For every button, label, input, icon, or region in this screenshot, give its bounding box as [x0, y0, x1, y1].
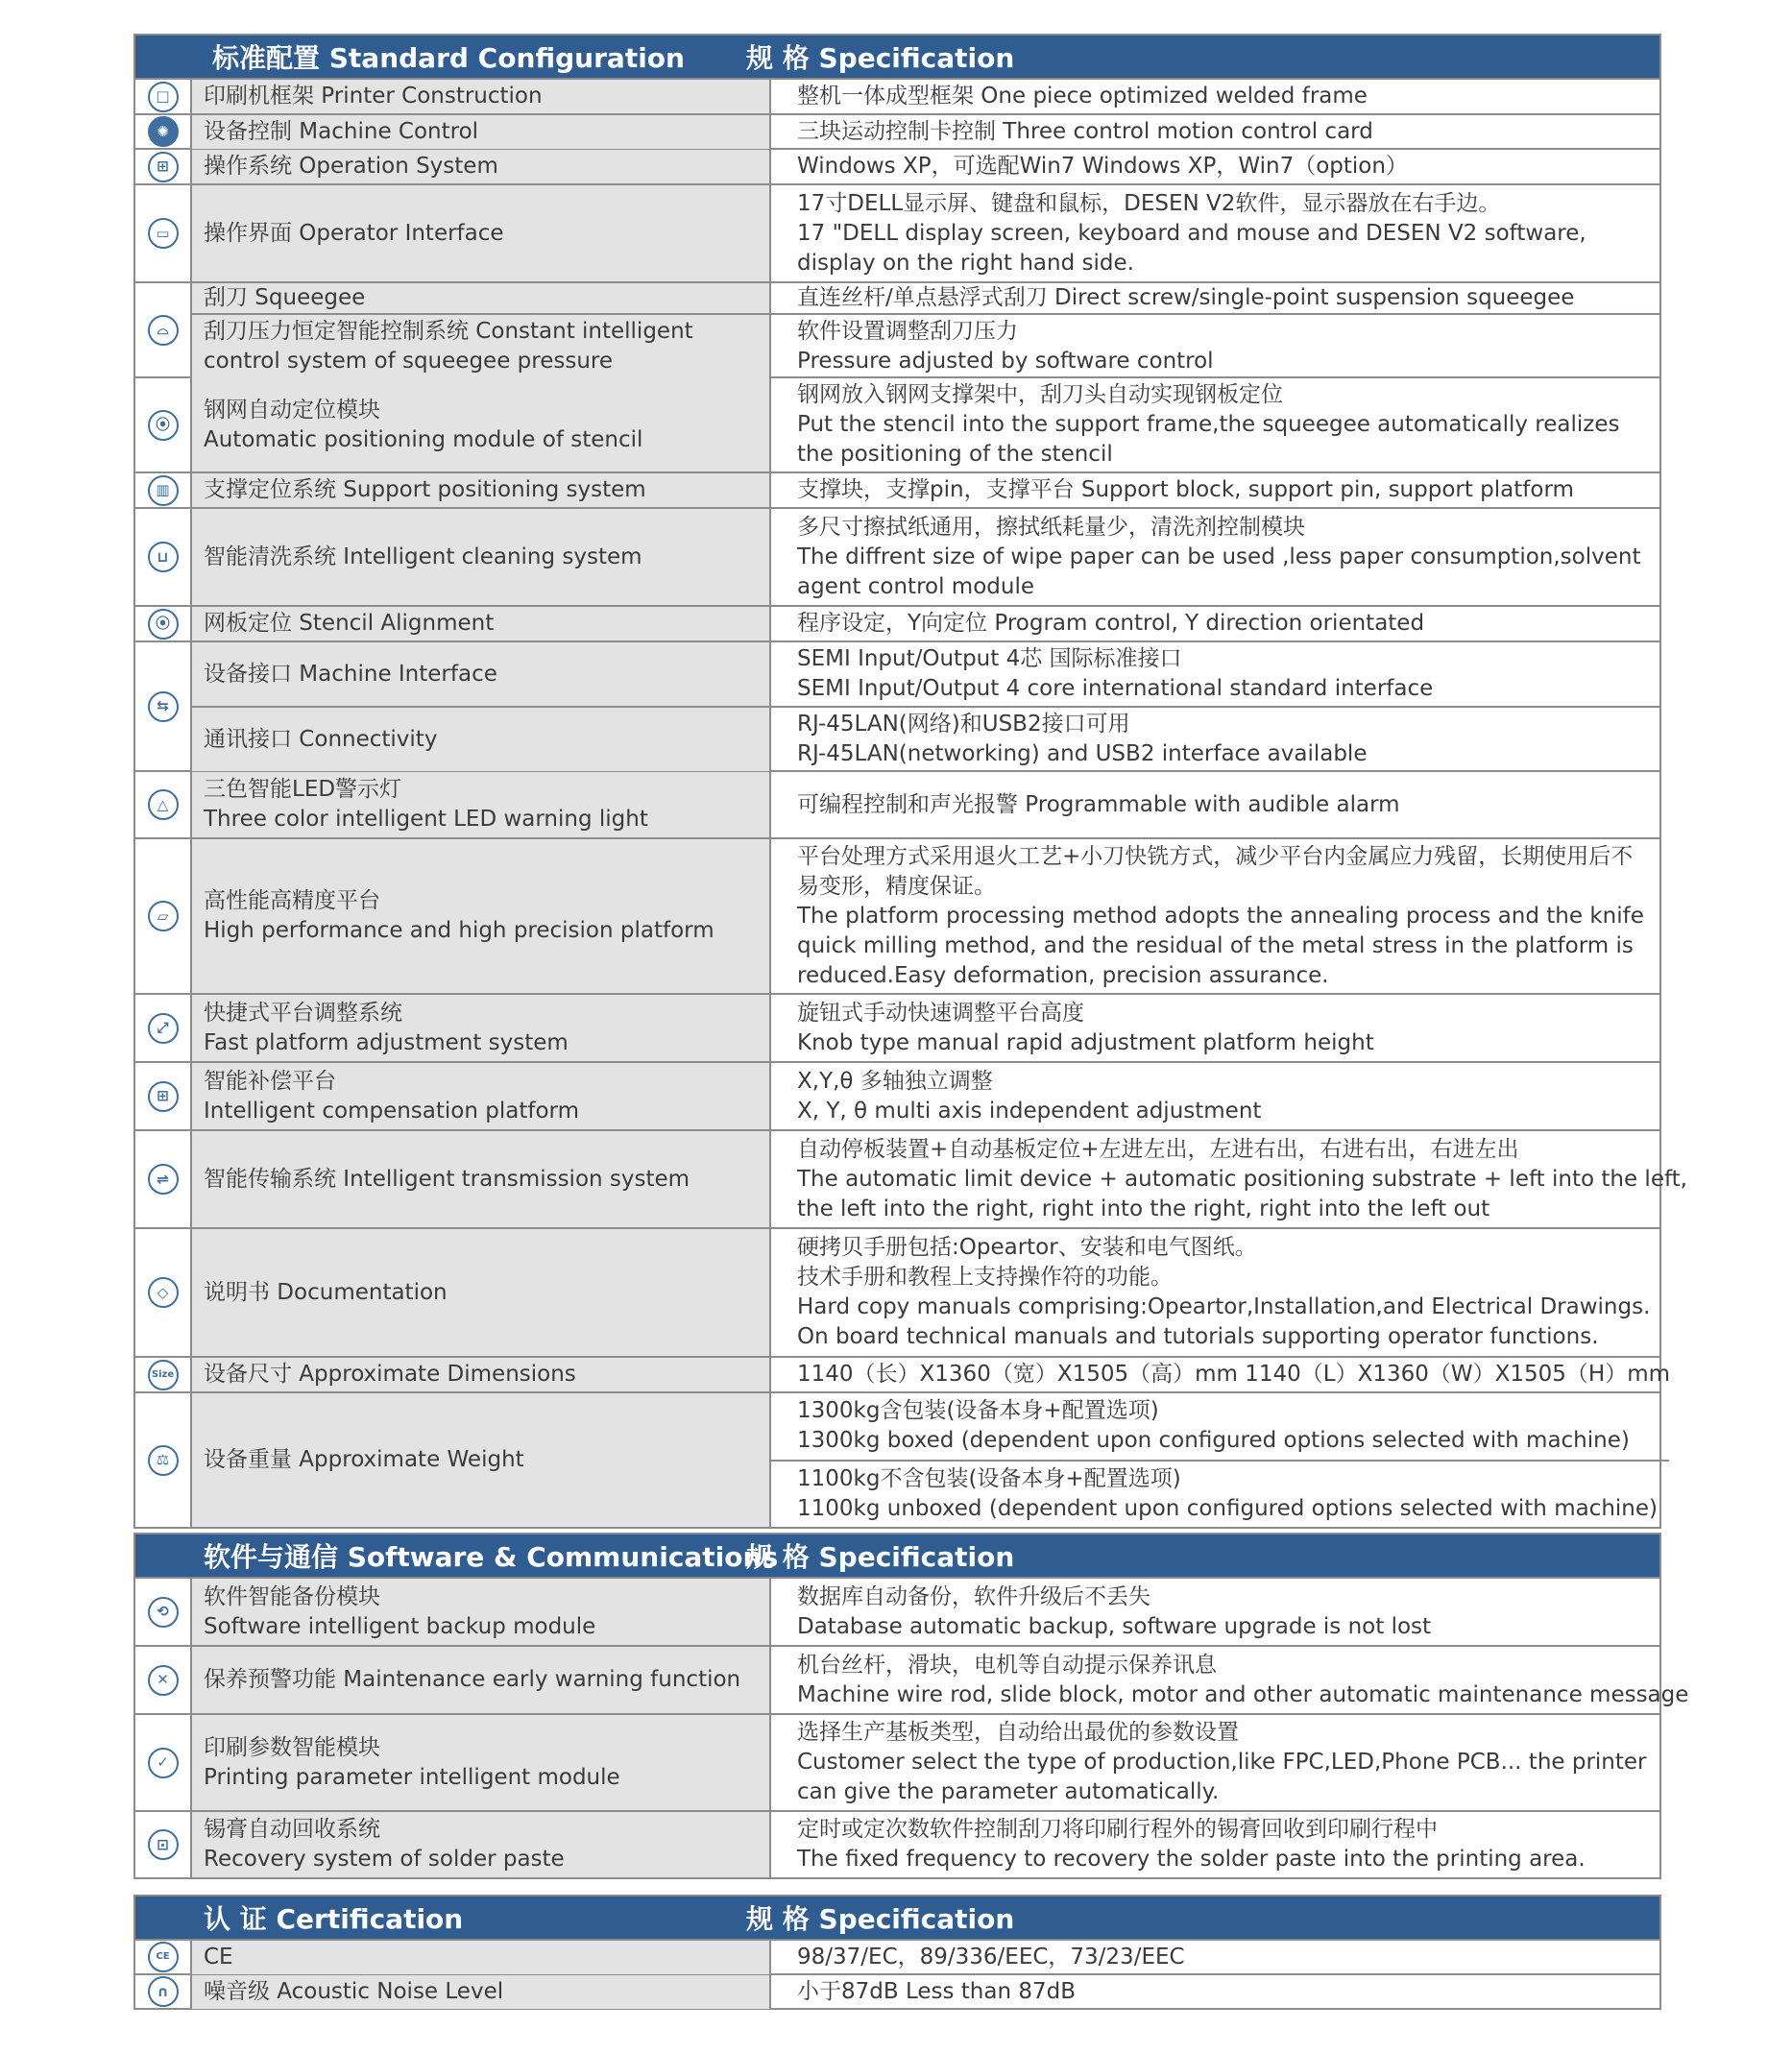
location-pin-icon: ⦿	[148, 410, 179, 441]
row-icon-cell	[135, 473, 192, 507]
table-row	[135, 507, 1659, 605]
monitor-icon: ▭	[148, 218, 179, 249]
row-label-line: 保养预警功能 Maintenance early warning function	[204, 1667, 741, 1692]
row-icon-cell	[135, 509, 192, 605]
row-value-cell	[771, 1975, 1659, 2009]
size-icon: Size	[148, 1360, 179, 1390]
row-label-cell	[192, 1812, 771, 1877]
row-value-line: 1100kg unboxed (dependent upon configured options selected with machine)	[797, 1495, 1659, 1521]
row-icon-cell	[135, 1975, 192, 2008]
row-label-line: Recovery system of solder paste	[204, 1847, 565, 1872]
row-value-line: Database automatic backup, software upgrade is not lost	[797, 1613, 1432, 1639]
weight-icon: ⚖	[148, 1445, 179, 1476]
row-value-line: Hard copy manuals comprising:Opeartor,Installation,and Electrical Drawings.	[797, 1294, 1651, 1319]
standard-header-right: 规 格 Specification	[746, 42, 1015, 74]
row-label-line: 设备接口 Machine Interface	[204, 661, 497, 687]
certification-table	[133, 1895, 1661, 2010]
row-value-cell	[771, 708, 1659, 771]
row-label-cell	[192, 1393, 771, 1527]
recovery-icon: ⊡	[148, 1829, 179, 1860]
row-value-cell	[771, 839, 1659, 993]
row-label-cell	[192, 283, 771, 313]
row-value-line: The automatic limit device + automatic positioning substrate + left into the left,	[797, 1166, 1687, 1192]
row-value-line: 1140（长）X1360（宽）X1505（高）mm 1140（L）X1360（W）X1505（H）mm	[797, 1362, 1671, 1387]
table-row	[135, 770, 1659, 837]
row-value-line: 17寸DELL显示屏、键盘和鼠标，DESEN V2软件，显示器放在右手边。	[797, 190, 1501, 216]
row-value-line: display on the right hand side.	[797, 250, 1134, 276]
row-label-line: 操作系统 Operation System	[204, 154, 498, 179]
certification-header-left: 认 证 Certification	[204, 1903, 464, 1935]
row-label-line: Three color intelligent LED warning light	[204, 807, 648, 832]
frame-icon: □	[148, 82, 179, 112]
row-icon-cell	[135, 607, 192, 640]
row-value-line: 定时或定次数软件控制刮刀将印刷行程外的锡膏回收到印刷行程中	[797, 1817, 1438, 1842]
row-value-line: The platform processing method adopts the annealing process and the knife	[797, 903, 1644, 929]
software-header	[135, 1534, 1659, 1577]
row-value-line: 17 "DELL display screen, keyboard and mouse and DESEN V2 software,	[797, 220, 1586, 246]
adjust-icon: ⤢	[148, 1013, 179, 1044]
row-label-cell	[192, 315, 771, 378]
row-value-line: 98/37/EC，89/336/EEC，73/23/EEC	[797, 1945, 1185, 1969]
row-value-line: 三块运动控制卡控制 Three control motion control card	[797, 119, 1373, 144]
row-label-cell	[192, 1715, 771, 1810]
certification-header-right: 规 格 Specification	[746, 1903, 1015, 1935]
row-label-cell	[192, 1131, 771, 1227]
software-table	[133, 1533, 1689, 1879]
table-row	[135, 837, 1659, 993]
row-icon-cell	[135, 115, 192, 148]
row-label-cell	[192, 607, 771, 640]
row-value-line: 钢网放入钢网支撑架中，刮刀头自动实现钢板定位	[797, 382, 1283, 407]
row-label-cell	[192, 1579, 771, 1645]
row-value-line: 可编程控制和声光报警 Programmable with audible alarm	[797, 791, 1400, 817]
row-icon-cell	[135, 1393, 192, 1527]
row-value-line: 1300kg含包装(设备本身+配置选项)	[797, 1398, 1159, 1424]
row-value-cell	[771, 185, 1659, 281]
row-value-cell	[771, 772, 1659, 837]
row-label-line: 锡膏自动回收系统	[204, 1817, 380, 1842]
row-value-line: Knob type manual rapid adjustment platform height	[797, 1029, 1374, 1055]
row-label-line: 设备尺寸 Approximate Dimensions	[204, 1362, 576, 1387]
row-value-cell	[771, 1229, 1661, 1356]
row-value-line: 自动停板装置+自动基板定位+左进左出，左进右出，右进右出，右进左出	[797, 1136, 1519, 1162]
wrench-icon: ✕	[148, 1665, 179, 1696]
row-label-cell	[192, 1975, 771, 2009]
table-row	[135, 376, 1659, 471]
row-value-line: the left into the right, right into the right, right into the left out	[797, 1196, 1490, 1221]
row-label-line: control system of squeegee pressure	[204, 349, 613, 374]
row-value-cell	[771, 642, 1659, 706]
row-value-line: X,Y,θ 多轴独立调整	[797, 1068, 993, 1094]
row-value-line: agent control module	[797, 573, 1034, 599]
row-label-line: 钢网自动定位模块	[204, 397, 380, 423]
row-value-line: SEMI Input/Output 4芯 国际标准接口	[797, 646, 1182, 671]
table-row	[135, 1973, 1659, 2008]
row-label-line: 设备重量 Approximate Weight	[204, 1447, 524, 1472]
standard-header	[135, 36, 1659, 78]
row-label-line: 刮刀压力恒定智能控制系统 Constant intelligent	[204, 319, 693, 344]
row-value-cell	[771, 1358, 1682, 1391]
row-icon-cell	[135, 1812, 192, 1877]
row-label-line: High performance and high precision platform	[204, 918, 714, 943]
row-value-cell	[771, 1393, 1669, 1527]
row-value-line: The fixed frequency to recovery the solder paste into the printing area.	[797, 1847, 1586, 1872]
compensation-icon: ⊞	[148, 1081, 179, 1112]
row-label-cell	[192, 115, 771, 149]
row-value-line: The diffrent size of wipe paper can be used ,less paper consumption,solvent	[797, 544, 1641, 569]
row-label-cell	[192, 1358, 771, 1391]
row-value-line: 选择生产基板类型，自动给出最优的参数设置	[797, 1720, 1239, 1745]
row-value-cell	[771, 473, 1659, 507]
gear-icon: ✺	[148, 116, 179, 147]
table-row-group	[135, 640, 1659, 770]
row-value-cell	[771, 115, 1659, 149]
row-label-line: 快捷式平台调整系统	[204, 1000, 402, 1026]
check-icon: ✓	[148, 1748, 179, 1778]
row-value-line: 1100kg不含包装(设备本身+配置选项)	[797, 1465, 1181, 1491]
row-label-line: CE	[204, 1945, 233, 1969]
row-value-line: 机台丝杆，滑块，电机等自动提示保养讯息	[797, 1652, 1217, 1678]
row-icon-cell	[135, 1229, 192, 1356]
alignment-pin-icon: ⦿	[148, 609, 179, 640]
row-label-line: 设备控制 Machine Control	[204, 119, 479, 144]
row-label-line: Software intelligent backup module	[204, 1613, 596, 1639]
row-icon-cell	[135, 1715, 192, 1810]
row-icon-cell	[135, 642, 192, 770]
row-value-line: 1300kg boxed (dependent upon configured options selected with machine)	[797, 1428, 1630, 1454]
transmission-icon: ⇌	[148, 1164, 179, 1195]
row-value-cell	[771, 315, 1659, 378]
row-icon-cell	[135, 378, 192, 471]
row-label-line: 支撑定位系统 Support positioning system	[204, 477, 646, 502]
row-value-line: 支撑块，支撑pin，支撑平台 Support block, support pin, support platform	[797, 477, 1574, 502]
row-value-line: 硬拷贝手册包括:Opeartor、安装和电气图纸。	[797, 1235, 1257, 1260]
table-row	[135, 1356, 1671, 1391]
certification-header	[135, 1897, 1659, 1939]
row-value-line: 小于87dB Less than 87dB	[797, 1979, 1077, 2004]
row-value-line: can give the parameter automatically.	[797, 1779, 1220, 1804]
row-label-cell	[192, 509, 771, 605]
table-row	[135, 471, 1659, 507]
row-value-line: 数据库自动备份，软件升级后不丢失	[797, 1583, 1150, 1609]
row-label-cell	[192, 473, 771, 507]
table-row-group	[135, 281, 1659, 376]
row-label-line: 智能补偿平台	[204, 1068, 336, 1094]
row-label-line: Automatic positioning module of stencil	[204, 426, 643, 452]
row-value-cell	[771, 607, 1659, 640]
row-value-line: Customer select the type of production,like FPC,LED,Phone PCB... the printer	[797, 1750, 1647, 1775]
row-value-line: Windows XP，可选配Win7 Windows XP，Win7（option）	[797, 154, 1408, 179]
row-value-cell	[771, 150, 1659, 183]
row-value-line: RJ-45LAN(networking) and USB2 interface available	[797, 741, 1368, 766]
table-row	[135, 1227, 1659, 1356]
table-row	[135, 148, 1659, 183]
row-label-line: 高性能高精度平台	[204, 888, 380, 913]
row-value-cell	[771, 1579, 1659, 1645]
documentation-icon: ◇	[148, 1277, 179, 1308]
row-value-line: SEMI Input/Output 4 core international standard interface	[797, 676, 1434, 701]
row-label-cell	[192, 185, 771, 281]
row-value-cell	[771, 995, 1659, 1061]
row-icon-cell	[135, 1063, 192, 1129]
row-label-cell	[192, 1229, 771, 1356]
row-label-line: 智能清洗系统 Intelligent cleaning system	[204, 544, 642, 569]
table-row	[135, 1577, 1659, 1645]
table-row	[135, 1129, 1687, 1227]
row-label-line: Printing parameter intelligent module	[204, 1764, 620, 1790]
backup-icon: ⟲	[148, 1597, 179, 1628]
row-label-line: 噪音级 Acoustic Noise Level	[204, 1979, 504, 2004]
software-header-left: 软件与通信 Software & Communications	[204, 1541, 779, 1573]
row-value-line: Put the stencil into the support frame,the squeegee automatically realizes	[797, 412, 1620, 437]
row-label-line: 网板定位 Stencil Alignment	[204, 611, 495, 636]
row-value-line: 技术手册和教程上支持操作符的功能。	[797, 1265, 1173, 1290]
row-value-cell	[771, 1812, 1659, 1877]
row-label-cell	[192, 995, 771, 1061]
connector-icon: ⇆	[148, 691, 179, 722]
table-row	[135, 1713, 1659, 1810]
row-value-line: quick milling method, and the residual of the metal stress in the platform is	[797, 932, 1634, 958]
row-value-cell	[771, 509, 1659, 605]
row-icon-cell	[135, 839, 192, 993]
row-label-line: 操作界面 Operator Interface	[204, 220, 504, 246]
cleaning-icon: ⊔	[148, 542, 179, 572]
row-label-line: 智能传输系统 Intelligent transmission system	[204, 1166, 690, 1192]
row-label-line: Intelligent compensation platform	[204, 1098, 579, 1124]
row-value-cell	[771, 1941, 1659, 1974]
row-value-line: X, Y, θ multi axis independent adjustment	[797, 1098, 1262, 1124]
standard-header-left: 标准配置 Standard Configuration	[212, 42, 685, 74]
table-row	[135, 605, 1659, 640]
row-icon-cell	[135, 772, 192, 837]
standard-configuration-table	[133, 34, 1687, 1529]
row-label-line: 印刷参数智能模块	[204, 1734, 380, 1760]
table-row	[135, 993, 1659, 1061]
row-icon-cell	[135, 995, 192, 1061]
software-header-right: 规 格 Specification	[746, 1541, 1015, 1573]
row-label-cell	[192, 80, 771, 113]
row-value-line: 整机一体成型框架 One piece optimized welded frame	[797, 84, 1368, 109]
support-icon: ▥	[148, 475, 179, 506]
row-label-cell	[192, 378, 771, 471]
row-value-line: 易变形，精度保证。	[797, 873, 996, 899]
row-label-cell	[192, 1941, 771, 1974]
row-value-line: 直连丝杆/单点悬浮式刮刀 Direct screw/single-point suspension squeegee	[797, 285, 1575, 310]
table-row	[135, 1645, 1689, 1713]
row-label-cell	[192, 1647, 771, 1713]
row-value-cell	[771, 1647, 1700, 1713]
row-icon-cell	[135, 185, 192, 281]
row-value-cell	[771, 1131, 1699, 1227]
row-label-cell	[192, 150, 771, 183]
row-value-cell	[771, 1063, 1659, 1129]
row-label-line: 三色智能LED警示灯	[204, 777, 402, 802]
row-label-line: 说明书 Documentation	[204, 1279, 448, 1305]
row-label-line: 刮刀 Squeegee	[204, 285, 366, 310]
row-icon-cell	[135, 150, 192, 183]
row-value-line: 平台处理方式采用退火工艺+小刀快铣方式，减少平台内金属应力残留，长期使用后不	[797, 843, 1634, 869]
row-value-line: On board technical manuals and tutorials supporting operator functions.	[797, 1324, 1599, 1349]
row-label-cell	[192, 708, 771, 771]
warning-light-icon: △	[148, 789, 179, 820]
row-icon-cell	[135, 1358, 192, 1391]
table-row	[135, 1391, 1659, 1527]
row-value-cell	[771, 80, 1659, 113]
row-value-cell	[771, 1715, 1659, 1810]
row-label-line: 软件智能备份模块	[204, 1583, 380, 1609]
row-value-line: 程序设定，Y向定位 Program control, Y direction orientated	[797, 611, 1425, 636]
row-value-line: 软件设置调整刮刀压力	[797, 319, 1018, 344]
row-value-line: reduced.Easy deformation, precision assurance.	[797, 962, 1329, 988]
table-row	[135, 1939, 1659, 1973]
row-label-cell	[192, 642, 771, 706]
row-label-cell	[192, 839, 771, 993]
headphones-icon: ∩	[148, 1976, 179, 2007]
row-label-line: 通讯接口 Connectivity	[204, 726, 438, 752]
row-value-cell	[771, 378, 1659, 471]
row-value-line: RJ-45LAN(网络)和USB2接口可用	[797, 712, 1130, 737]
windows-icon: ⊞	[148, 152, 179, 182]
row-value-line: Machine wire rod, slide block, motor and other automatic maintenance message	[797, 1681, 1689, 1707]
table-row	[135, 1061, 1659, 1129]
row-icon-cell	[135, 1941, 192, 1973]
row-label-line: Fast platform adjustment system	[204, 1029, 569, 1055]
row-label-cell	[192, 772, 771, 837]
platform-icon: ▱	[148, 901, 179, 931]
row-label-line: 印刷机框架 Printer Construction	[204, 84, 543, 109]
row-icon-cell	[135, 283, 192, 376]
row-value-line: Pressure adjusted by software control	[797, 349, 1214, 374]
row-value-line: the positioning of the stencil	[797, 442, 1113, 467]
row-label-cell	[192, 1063, 771, 1129]
table-row	[135, 183, 1659, 281]
row-value-cell	[771, 283, 1659, 313]
row-value-line: 旋钮式手动快速调整平台高度	[797, 1000, 1084, 1026]
table-row	[135, 78, 1659, 113]
squeegee-icon: ⌓	[148, 315, 179, 346]
row-icon-cell	[135, 1579, 192, 1645]
row-value-line: 多尺寸擦拭纸通用，擦拭纸耗量少，清洗剂控制模块	[797, 514, 1305, 540]
ce-mark-icon: CE	[148, 1942, 179, 1972]
table-row	[135, 113, 1659, 148]
row-icon-cell	[135, 1131, 192, 1227]
row-icon-cell	[135, 80, 192, 113]
row-icon-cell	[135, 1647, 192, 1713]
table-row	[135, 1810, 1659, 1877]
